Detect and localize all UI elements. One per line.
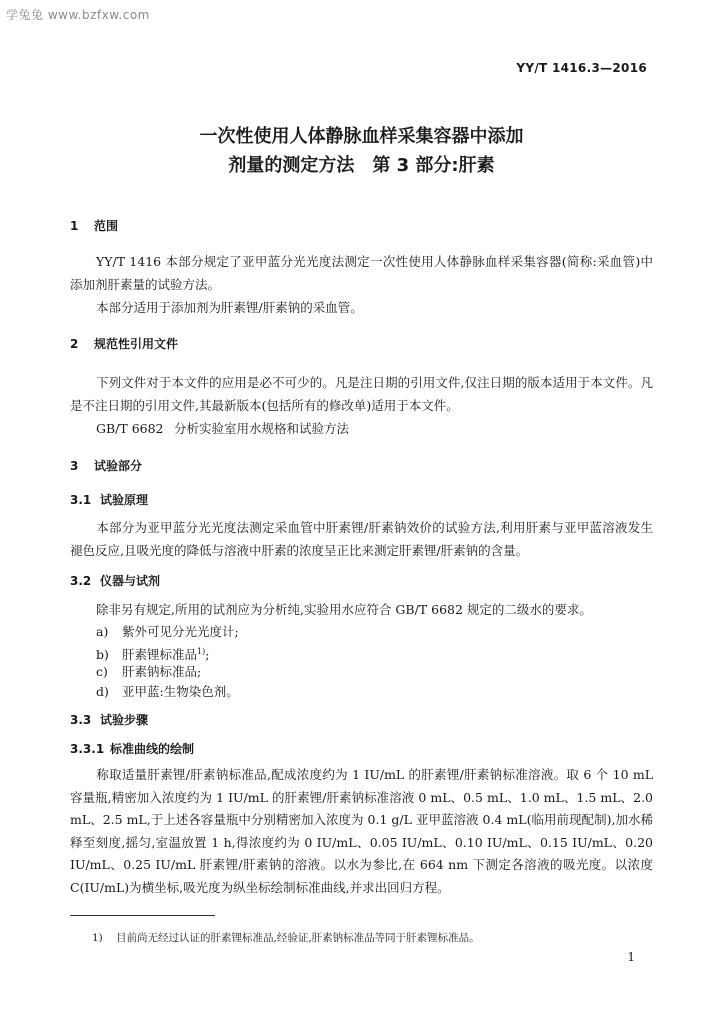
section-number: 1	[70, 219, 79, 233]
section-2-heading	[70, 335, 178, 352]
section-1-heading	[70, 217, 118, 234]
section-1-paragraph-2: 本部分适用于添加剂为肝素锂/肝素钠的采血管。	[96, 300, 363, 315]
section-number: 3.1	[70, 493, 92, 507]
section-3-3-1-paragraph: 称取适量肝素锂/肝素钠标准品,配成浓度约为 1 IU/mL 的肝素锂/肝素钠标准溶液。取 6 个 10 mL 容量瓶,精密加入浓度约为 1 IU/mL 的肝素锂/肝素钠标准溶液 0 mL、0.5 mL、1.0 mL、1.5 mL、2.0 mL、2.5 mL,于上述各容量瓶中分别精密加入浓度为 0.1 g/L 亚甲蓝溶液 0.4 mL(临用前现配制),加水稀释至刻度,摇匀,室温放置 1 h,得浓度约为 0 IU/mL、0.05 IU/mL、0.10 IU/mL、0.15 IU/mL、0.20 IU/mL、0.25 IU/mL 肝素锂/肝素钠的溶液。以水为参比,在 664 nm 下测定各溶液的吸光度。以浓度 C(IU/mL)为横坐标,吸光度为纵坐标绘制标准曲线,并求出回归方程。	[70, 767, 653, 895]
section-3-3-1-heading	[70, 740, 194, 757]
section-title: 试验步骤	[100, 713, 149, 727]
document-title-line-1: 一次性使用人体静脉血样采集容器中添加	[199, 126, 524, 147]
list-item: c) 肝素钠标准品;	[96, 664, 202, 679]
list-item: b) 肝素锂标准品$^{1)}$;	[96, 647, 210, 663]
reference-title: 分析实验室用水规格和试验方法	[174, 421, 350, 436]
footnote-text: 目前尚无经过认证的肝素锂标准品,经验证,肝素钠标准品等同于肝素锂标准品。	[116, 932, 480, 944]
section-title: 标准曲线的绘制	[110, 742, 195, 756]
standard-code: YY/T 1416.3—2016	[516, 61, 647, 75]
document-title-line-2: 剂量的测定方法 第 3 部分:肝素	[228, 155, 495, 176]
section-number: 3.3	[70, 713, 92, 727]
section-number: 3.2	[70, 574, 92, 588]
section-title: 规范性引用文件	[94, 337, 179, 351]
page-number: 1	[627, 950, 635, 964]
footnote	[92, 930, 480, 945]
section-number: 2	[70, 337, 79, 351]
section-3-2-heading	[70, 572, 160, 589]
section-title: 试验原理	[100, 493, 149, 507]
section-3-2-paragraph: 除非另有规定,所用的试剂应为分析纯,实验用水应符合 GB/T 6682 规定的二级水的要求。	[96, 602, 592, 617]
list-item: d) 亚甲蓝:生物染色剂。	[96, 684, 239, 699]
section-2-paragraph-1: 下列文件对于本文件的应用是必不可少的。凡是注日期的引用文件,仅注日期的版本适用于本文件。凡是不注日期的引用文件,其最新版本(包括所有的修改单)适用于本文件。	[70, 375, 653, 413]
list-item: a) 紫外可见分光光度计;	[96, 624, 239, 639]
section-3-1-heading	[70, 491, 148, 508]
section-1-paragraph-1: YY/T 1416 本部分规定了亚甲蓝分光光度法测定一次性使用人体静脉血样采集容器(简称:采血管)中添加剂肝素量的试验方法。	[70, 254, 653, 292]
section-3-heading	[70, 457, 142, 474]
watermark: 学兔兔 www.bzfxw.com	[6, 8, 150, 22]
section-number: 3.3.1	[70, 742, 105, 756]
footnote-ref: 1)	[197, 647, 206, 656]
section-title: 试验部分	[94, 459, 143, 473]
reference-code: GB/T 6682	[96, 421, 164, 436]
footnote-mark: 1)	[92, 932, 103, 944]
section-3-1-paragraph: 本部分为亚甲蓝分光光度法测定采血管中肝素锂/肝素钠效价的试验方法,利用肝素与亚甲蓝溶液发生褪色反应,且吸光度的降低与溶液中肝素的浓度呈正比来测定肝素锂/肝素钠的含量。	[70, 520, 653, 558]
section-title: 范围	[94, 219, 119, 233]
section-title: 仪器与试剂	[100, 574, 161, 588]
section-number: 3	[70, 459, 79, 473]
footnote-divider	[70, 915, 215, 916]
section-3-3-heading	[70, 711, 148, 728]
normative-reference	[96, 417, 349, 440]
